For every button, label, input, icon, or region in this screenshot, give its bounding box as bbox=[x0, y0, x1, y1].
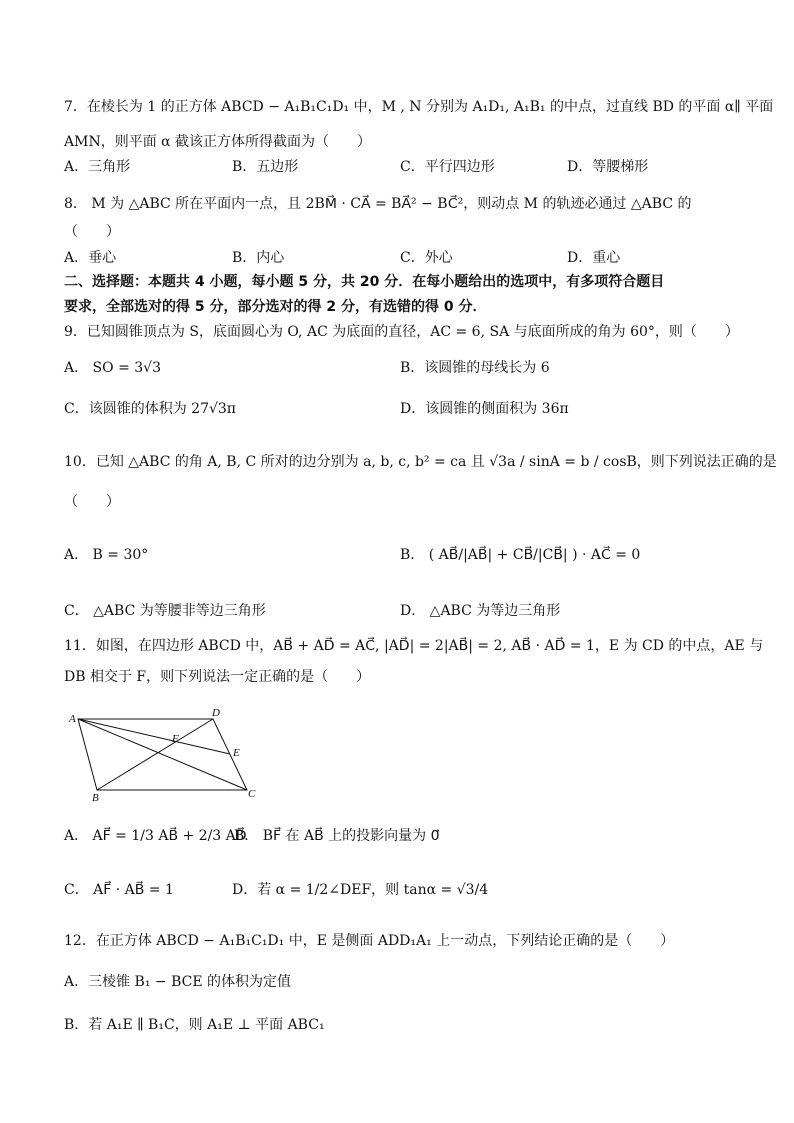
q10-option-a: A． B = 30° bbox=[64, 547, 149, 563]
q9-option-d: D．该圆锥的侧面积为 36π bbox=[400, 401, 569, 417]
segment-ae bbox=[78, 719, 230, 754]
q7-option-a: A．三角形 bbox=[64, 159, 131, 175]
q12-option-a: A．三棱锥 B₁ − BCE 的体积为定值 bbox=[64, 974, 292, 990]
q9-option-c: C．该圆锥的体积为 27√3π bbox=[64, 401, 237, 417]
q10-option-b: B． ( AB⃗/|AB⃗| + CB⃗/|CB⃗| ) · AC⃗ = 0 bbox=[400, 547, 641, 563]
q11-option-d: D．若 α = 1/2∠DEF，则 tanα = √3/4 bbox=[232, 882, 489, 898]
q7-option-c: C．平行四边形 bbox=[400, 159, 495, 175]
section2-heading-line1: 二、选择题：本题共 4 小题，每小题 5 分，共 20 分．在每小题给出的选项中，有多项符合题目 bbox=[64, 274, 665, 290]
label-c: C bbox=[248, 788, 256, 800]
q9-option-a: A． SO = 3√3 bbox=[64, 360, 161, 376]
label-d: D bbox=[212, 707, 220, 719]
q9-stem: 9．已知圆锥顶点为 S，底面圆心为 O, AC 为底面的直径，AC = 6, SA 与底面所成的角为 60°，则（ ） bbox=[64, 324, 739, 340]
q10-stem-line2: （ ） bbox=[64, 494, 120, 510]
q10-stem-line1: 10．已知 △ABC 的角 A, B, C 所对的边分别为 a, b, c, b² = ca 且 √3a / sinA = b / cosB，则下列说法正确的是 bbox=[64, 454, 777, 470]
q12-option-b: B．若 A₁E ∥ B₁C，则 A₁E ⊥ 平面 ABC₁ bbox=[64, 1017, 325, 1033]
q11-option-b: B． BF⃗ 在 AB⃗ 上的投影向量为 0⃗ bbox=[234, 828, 440, 844]
q7-option-d: D．等腰梯形 bbox=[567, 159, 649, 175]
q11-stem-line2: DB 相交于 F，则下列说法一定正确的是（ ） bbox=[64, 669, 371, 685]
q11-option-c: C． AF⃗ · AB⃗ = 1 bbox=[64, 882, 174, 898]
q10-option-c: C． △ABC 为等腰非等边三角形 bbox=[64, 603, 266, 619]
q8-option-d: D．重心 bbox=[567, 250, 621, 266]
q11-stem-line1: 11．如图，在四边形 ABCD 中，AB⃗ + AD⃗ = AC⃗, |AD⃗| = 2|AB⃗| = 2, AB⃗ · AD⃗ = 1，E 为 CD 的中点，AE 与 bbox=[64, 638, 764, 654]
label-a: A bbox=[69, 713, 76, 725]
q12-stem: 12．在正方体 ABCD − A₁B₁C₁D₁ 中，E 是侧面 ADD₁A₁ 上一动点，下列结论正确的是（ ） bbox=[64, 933, 675, 949]
q8-stem-line1: 8． M 为 △ABC 所在平面内一点，且 2BM⃗ · CA⃗ = BA⃗² − BC⃗²，则动点 M 的轨迹必通过 △ABC 的 bbox=[64, 196, 692, 212]
label-e: E bbox=[233, 747, 240, 759]
label-b: B bbox=[92, 792, 99, 802]
q7-stem-line1: 7．在棱长为 1 的正方体 ABCD − A₁B₁C₁D₁ 中，M , N 分别为 A₁D₁, A₁B₁ 的中点，过直线 BD 的平面 α∥ 平面 bbox=[64, 99, 774, 115]
q8-option-c: C．外心 bbox=[400, 250, 453, 266]
quadrilateral-figure bbox=[62, 706, 262, 806]
q7-option-b: B．五边形 bbox=[232, 159, 299, 175]
q8-option-a: A．垂心 bbox=[64, 250, 117, 266]
diagonal-ac bbox=[78, 719, 247, 790]
diagonal-bd bbox=[97, 719, 213, 790]
section2-heading-line2: 要求，全部选对的得 5 分，部分选对的得 2 分，有选错的得 0 分． bbox=[64, 299, 487, 315]
q9-option-b: B．该圆锥的母线长为 6 bbox=[400, 360, 550, 376]
q10-option-d: D． △ABC 为等边三角形 bbox=[400, 603, 561, 619]
q8-option-b: B．内心 bbox=[232, 250, 285, 266]
q7-stem-line2: AMN，则平面 α 截该正方体所得截面为（ ） bbox=[64, 134, 372, 150]
label-f: F bbox=[172, 733, 179, 745]
q11-option-a: A． AF⃗ = 1/3 AB⃗ + 2/3 AD⃗ bbox=[64, 828, 247, 844]
q8-stem-line2: （ ） bbox=[64, 224, 120, 240]
